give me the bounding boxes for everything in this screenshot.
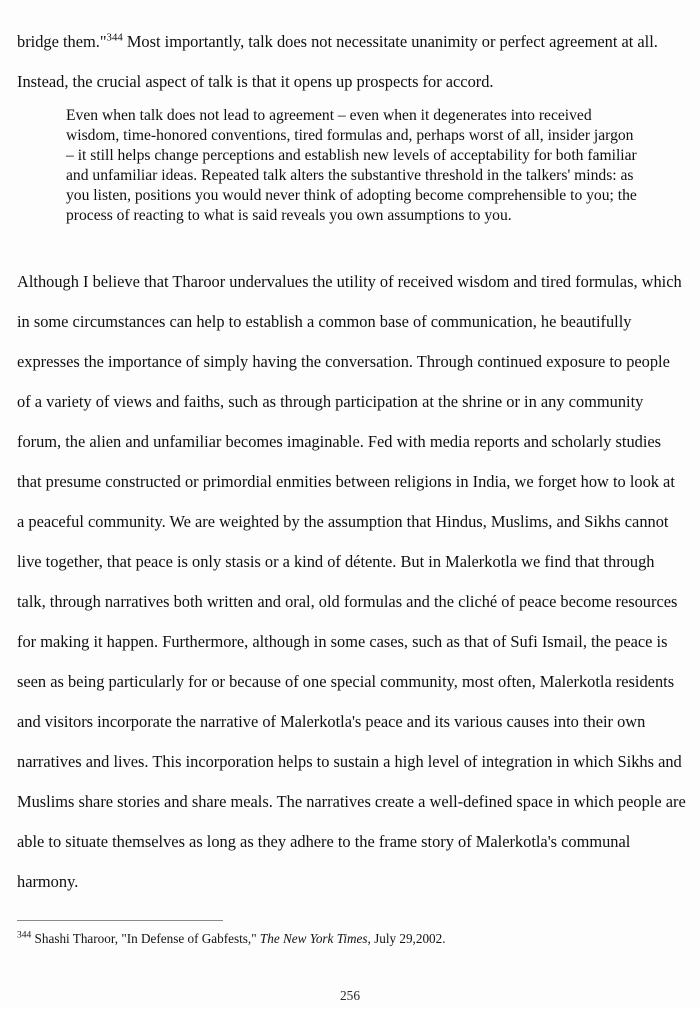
- block-quotation-text: Even when talk does not lead to agreement – even when it degenerates into received wisdom, time-honored conventions, tired formulas and, perhaps worst of all, insider jargon – it still helps change perceptions and establish new levels of acceptability for both familiar and unfamiliar ideas. Repeated talk alters the substantive threshold in the talkers' minds: as you listen, positions you would never think of adopting become comprehensible to you; the process of reacting to what is said reveals you own assumptions to you.: [66, 107, 637, 224]
- footnote-entry: [17, 930, 677, 947]
- footnote-number: 344: [17, 930, 32, 941]
- paragraph-text-segment-before-footnote-ref: bridge them.": [17, 32, 107, 51]
- body-paragraph-2: [17, 262, 686, 902]
- footnote-text-before-title: Shashi Tharoor, "In Defense of Gabfests,": [31, 931, 260, 946]
- page-number: 256: [339, 988, 361, 1003]
- footnote-publication-title: The New York Times: [259, 931, 368, 946]
- body-paragraph-1: [17, 22, 685, 102]
- paragraph-text: Although I believe that Tharoor undervalues the utility of received wisdom and tired formulas, which in some circumstances can help to establish a common base of communication, he beautifully expresses the importance of simply having the conversation. Through continued exposure to people of a variety of views and faiths, such as through participation at the shrine or in any community forum, the alien and unfamiliar becomes imaginable. Fed with media reports and scholarly studies that presume constructed or primordial enmities between religions in India, we forget how to look at a peaceful community. We are weighted by the assumption that Hindus, Muslims, and Sikhs cannot live together, that peace is only stasis or a kind of détente. But in Malerkotla we find that through talk, through narratives both written and oral, old formulas and the cliché of peace become resources for making it happen. Furthermore, although in some cases, such as that of Sufi Ismail, the peace is seen as being particularly for or because of one special community, most often, Malerkotla residents and visitors incorporate the narrative of Malerkotla's peace and its various causes into their own narratives and lives. This incorporation helps to sustain a high level of integration in which Sikhs and Muslims share stories and share meals. The narratives create a well-defined space in which people are able to situate themselves as long as they adhere to the frame story of Malerkotla's communal harmony.: [17, 272, 686, 891]
- footnote-text-after-title: , July 29,2002.: [367, 931, 446, 946]
- footnote-reference-marker[interactable]: 344: [106, 31, 123, 44]
- block-quotation: [66, 106, 640, 225]
- footnote-area: [17, 920, 677, 947]
- paragraph-text: [17, 22, 685, 102]
- paragraph-text-segment-after-footnote-ref: Most importantly, talk does not necessitate unanimity or perfect agreement at all. Instead, the crucial aspect of talk is that it opens up prospects for accord.: [17, 32, 658, 91]
- footnote-separator-rule: [17, 920, 223, 921]
